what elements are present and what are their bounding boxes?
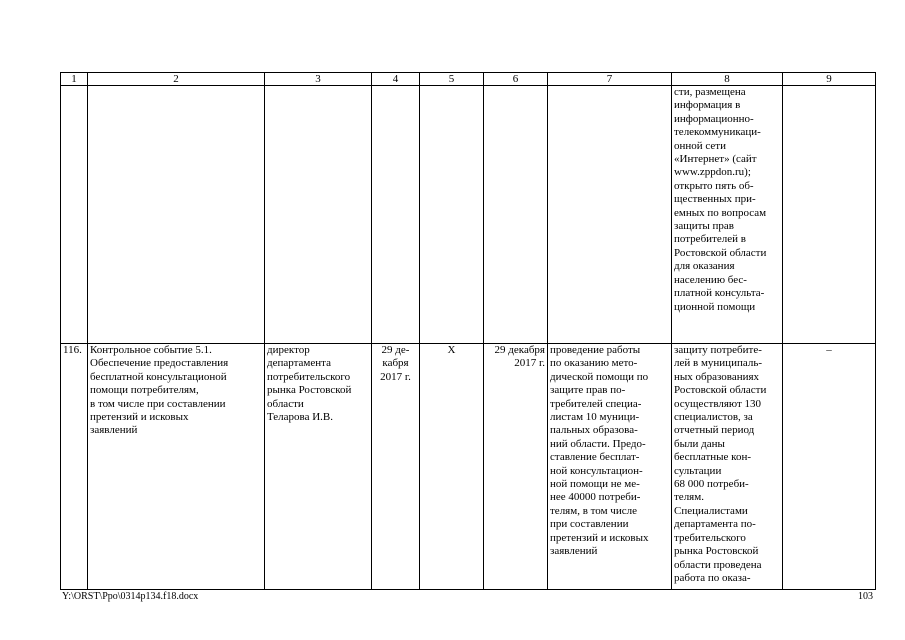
table-cell <box>265 86 372 344</box>
row-number-cell: 116. <box>61 344 88 590</box>
table-cell <box>88 86 265 344</box>
table-row <box>61 344 876 590</box>
page-number: 103 <box>858 591 873 602</box>
header-cell: 7 <box>548 73 672 86</box>
header-cell: 6 <box>484 73 548 86</box>
header-row <box>61 73 876 86</box>
header-cell: 8 <box>672 73 783 86</box>
event-cell: Контрольное событие 5.1. Обеспечение предоставления бесплатной консультационой помощи потребителям, в том числе при составлении претензий и исковых заявлений <box>88 344 265 590</box>
note-cell: – <box>783 344 876 590</box>
responsible-cell: директор департамента потребительского рынка Ростовской области Теларова И.В. <box>265 344 372 590</box>
table-cell <box>484 86 548 344</box>
header-cell: 5 <box>420 73 484 86</box>
header-cell: 3 <box>265 73 372 86</box>
table-row <box>61 86 876 344</box>
planned-date-cell: 29 де- кабря 2017 г. <box>372 344 420 590</box>
report-table <box>60 72 876 590</box>
header-cell: 2 <box>88 73 265 86</box>
table-cell <box>61 86 88 344</box>
mark-cell: X <box>420 344 484 590</box>
table-cell <box>372 86 420 344</box>
actual-result-cell: защиту потребите- лей в муниципаль- ных образованиях Ростовской области осуществляют 130 специалистов, за отчетный период были даны бесплатные кон- сультации 68 000 потреби- телям. Специалистами департамента по- требительского рынка Ростовской области проведена работа по оказа- <box>672 344 783 590</box>
result-cell: сти, размещена информация в информационно- телекоммуникаци- онной сети «Интернет» (сайт www.zppdon.ru); открыто пять об- щественных при- емных по вопросам защиты прав потребителей в Ростовской области для оказания населению бес- платной консульта- ционной помощи <box>672 86 783 344</box>
header-cell: 9 <box>783 73 876 86</box>
table-cell <box>548 86 672 344</box>
table-cell <box>420 86 484 344</box>
actual-date-cell: 29 декабря 2017 г. <box>484 344 548 590</box>
table-cell <box>783 86 876 344</box>
file-path-footer: Y:\ORST\Ppo\0314p134.f18.docx <box>62 591 199 602</box>
header-cell: 4 <box>372 73 420 86</box>
header-cell: 1 <box>61 73 88 86</box>
planned-result-cell: проведение работы по оказанию мето- дической помощи по защите прав по- требителей специа- листам 10 муници- пальных образова- ний области. Предо- ставление бесплат- ной консультацион- ной помощи не ме- нее 40000 потреби- телям, в том числе при составлении претензий и исковых заявлений <box>548 344 672 590</box>
